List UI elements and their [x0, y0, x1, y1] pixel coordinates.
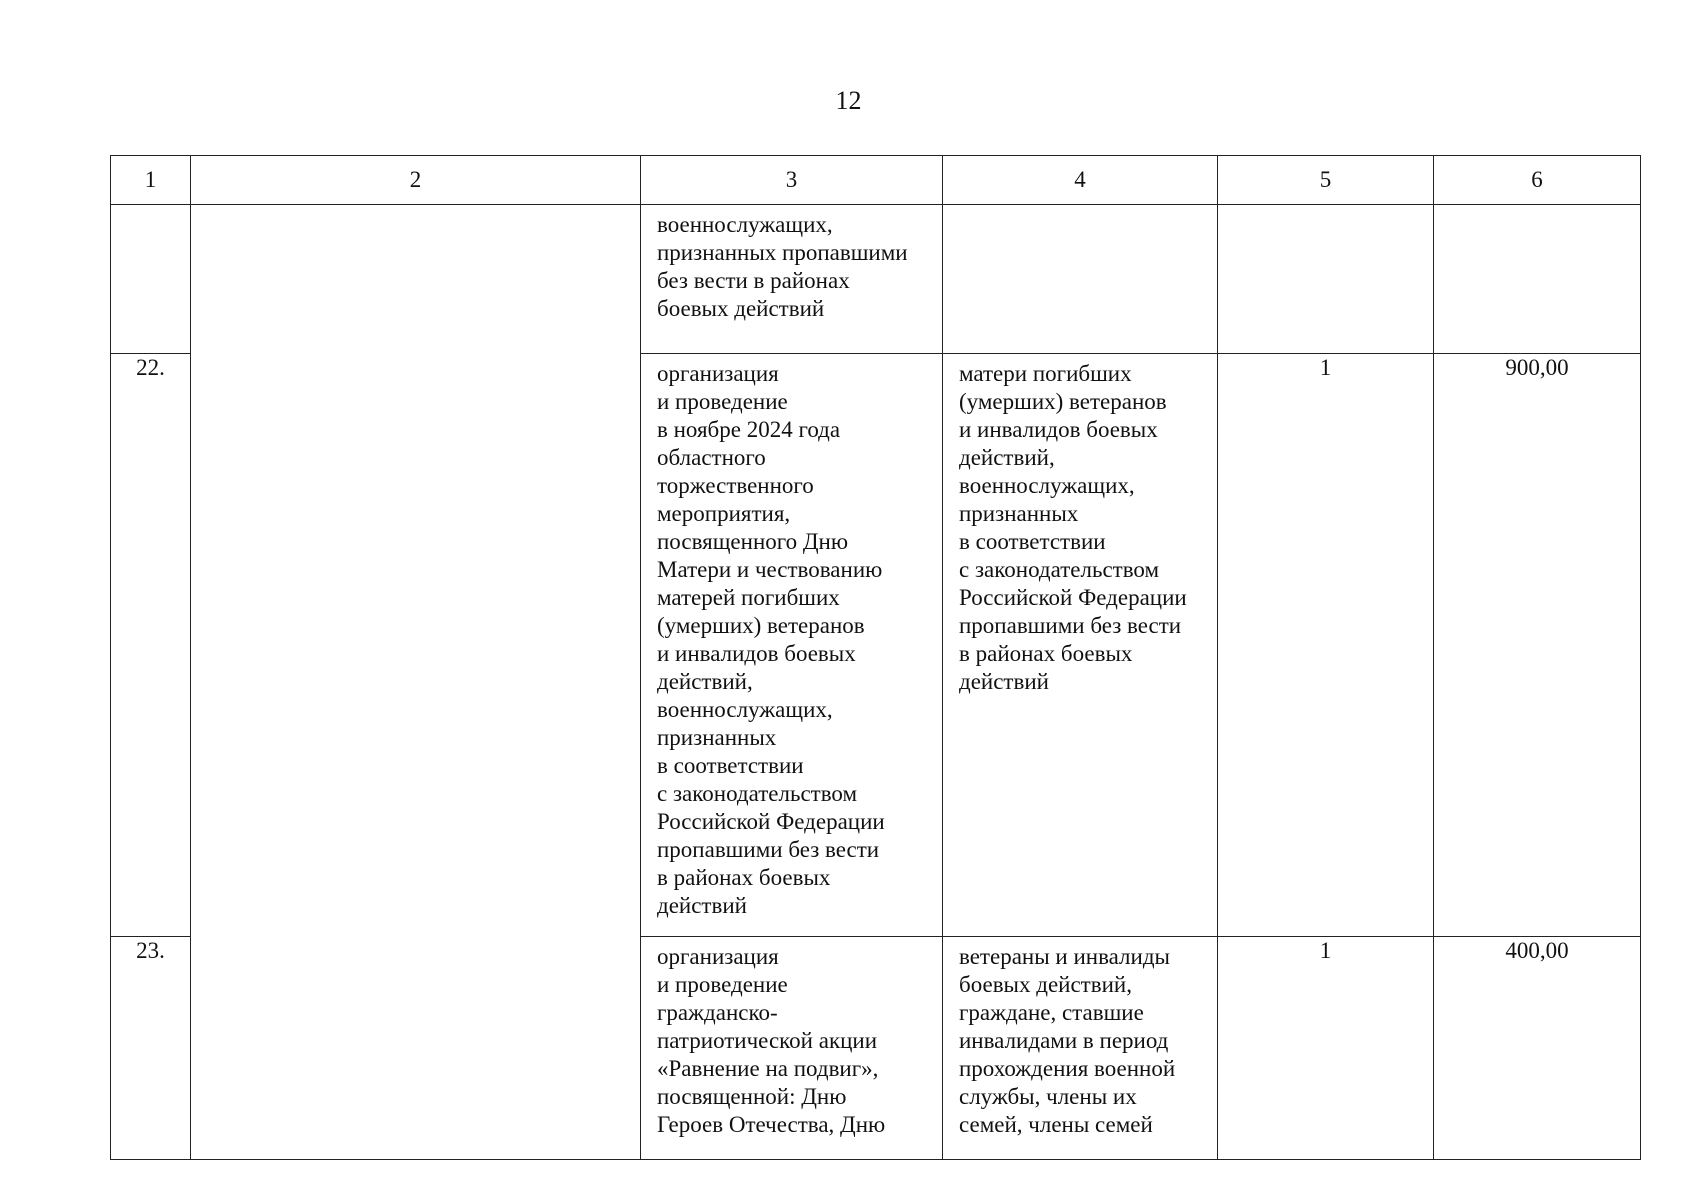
row-number: 22. — [111, 354, 191, 937]
event-description-cell — [641, 354, 943, 937]
header-col-1: 1 — [111, 156, 191, 205]
participants-cell — [943, 937, 1218, 1160]
participants: ветераны и инвалиды боевых действий, граждане, ставшие инвалидами в период прохождения военной службы, члены их семей, члены семей — [959, 944, 1176, 1137]
participants — [943, 205, 1217, 217]
header-col-6: 6 — [1434, 156, 1641, 205]
quantity-cell — [1218, 205, 1434, 354]
header-col-3: 3 — [641, 156, 943, 205]
row-number: 23. — [111, 937, 191, 1160]
event-description: организация и проведение в ноябре 2024 года областного торжественного мероприятия, посвященного Дню Матери и чествованию матерей погибших (умерших) ветеранов и инвалидов боевых действий, военнослужащих, признанных в соответствии с законодательством Российской Федерации пропавшими без вести в районах боевых действий — [657, 361, 885, 918]
event-description-cell — [641, 937, 943, 1160]
table-row — [111, 205, 1641, 354]
quantity-cell: 1 — [1218, 354, 1434, 937]
table-header-row — [111, 156, 1641, 205]
event-description: военнослужащих, признанных пропавшими без вести в районах боевых действий — [657, 212, 908, 321]
page-number: 12 — [835, 86, 862, 115]
merged-col-2-cell — [191, 205, 641, 1160]
participants: матери погибших (умерших) ветеранов и инвалидов боевых действий, военнослужащих, признанных в соответствии с законодательством Российской Федерации пропавшими без вести в районах боевых действий — [959, 361, 1187, 694]
event-description: организация и проведение гражданско- патриотической акции «Равнение на подвиг», посвященной: Дню Героев Отечества, Дню — [657, 944, 886, 1137]
data-table — [110, 155, 1641, 1160]
participants-cell — [943, 354, 1218, 937]
header-col-4: 4 — [943, 156, 1218, 205]
quantity-cell: 1 — [1218, 937, 1434, 1160]
event-description-cell — [641, 205, 943, 354]
row-number — [111, 205, 191, 354]
amount-cell: 900,00 — [1434, 354, 1641, 937]
participants-cell — [943, 205, 1218, 354]
header-col-5: 5 — [1218, 156, 1434, 205]
header-col-2: 2 — [191, 156, 641, 205]
amount-cell — [1434, 205, 1641, 354]
amount-cell: 400,00 — [1434, 937, 1641, 1160]
